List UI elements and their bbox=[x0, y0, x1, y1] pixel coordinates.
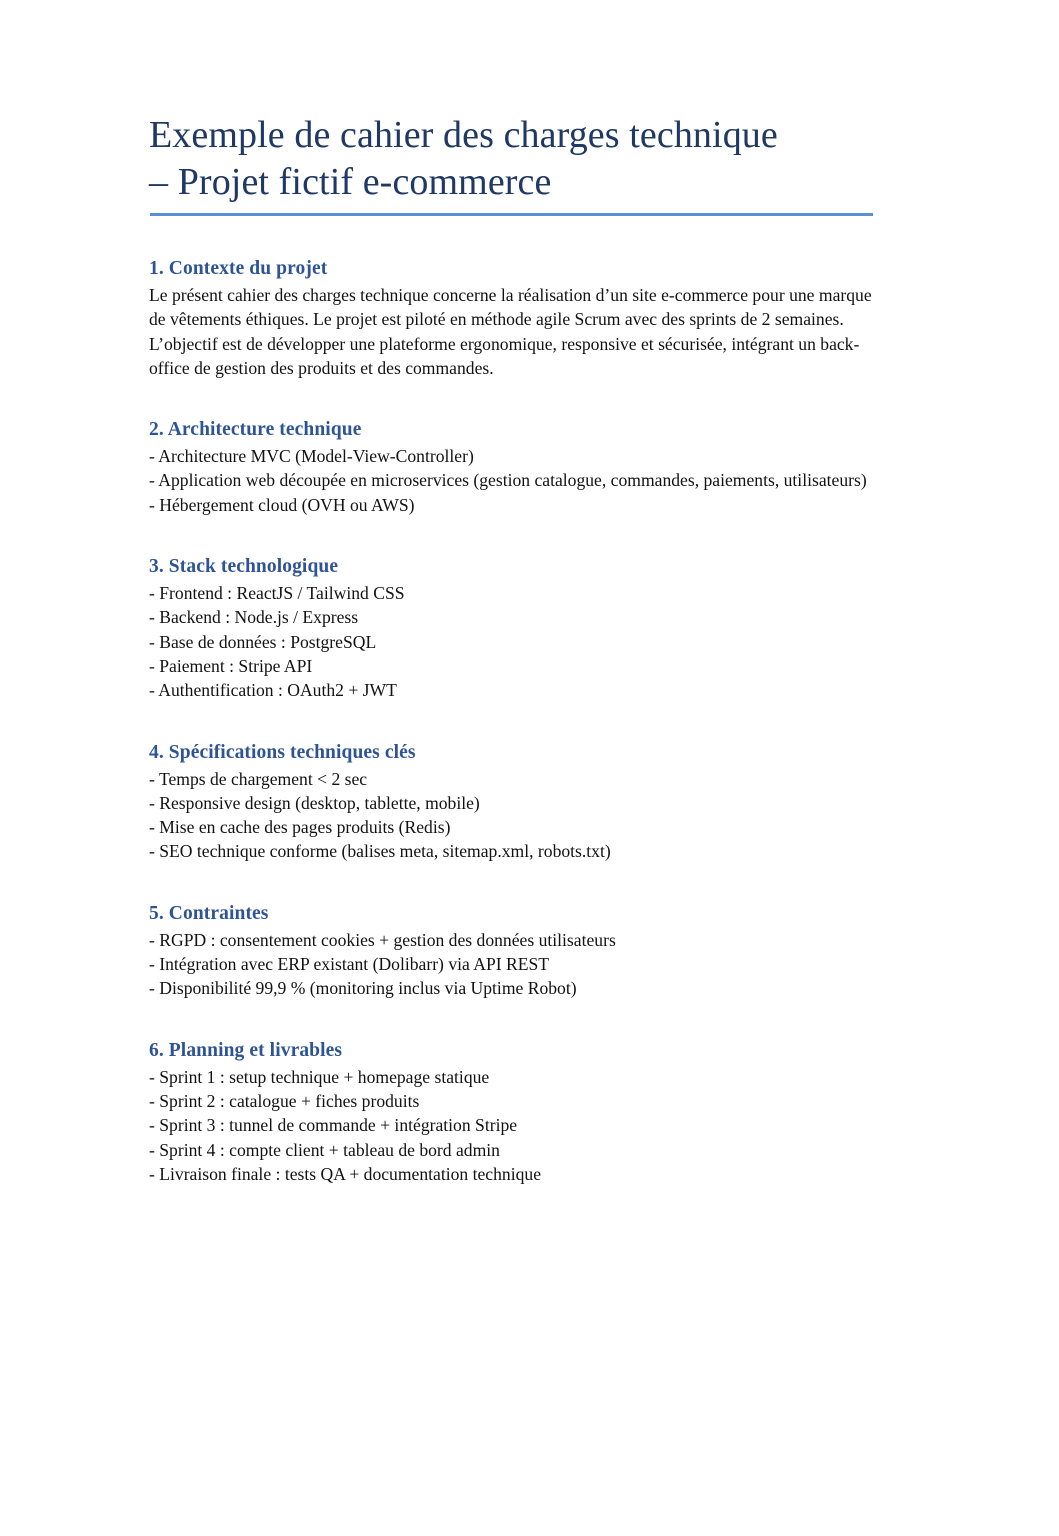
list-item: - Authentification : OAuth2 + JWT bbox=[149, 680, 397, 701]
document-content bbox=[149, 112, 873, 1186]
section-heading-1: 1. Contexte du projet bbox=[149, 258, 328, 279]
section-heading-6: 6. Planning et livrables bbox=[149, 1039, 343, 1061]
section-planning-et-livrables bbox=[149, 1038, 873, 1186]
section-list-2 bbox=[149, 444, 873, 517]
list-item: - Architecture MVC (Model-View-Controller) bbox=[149, 446, 474, 467]
list-item: - Paiement : Stripe API bbox=[149, 655, 313, 676]
list-item: - Responsive design (desktop, tablette, mobile) bbox=[149, 792, 480, 813]
list-item: - Base de données : PostgreSQL bbox=[149, 631, 377, 652]
page-title bbox=[149, 112, 873, 206]
section-list-4 bbox=[149, 767, 873, 864]
list-item: - Frontend : ReactJS / Tailwind CSS bbox=[149, 583, 405, 604]
page-title-line-2: – Projet fictif e-commerce bbox=[149, 161, 552, 203]
section-list-3 bbox=[149, 581, 873, 702]
section-contraintes bbox=[149, 901, 873, 1001]
list-item: - RGPD : consentement cookies + gestion des données utilisateurs bbox=[149, 929, 616, 950]
list-item: - Sprint 1 : setup technique + homepage statique bbox=[149, 1066, 490, 1087]
list-item: - Sprint 3 : tunnel de commande + intégration Stripe bbox=[149, 1115, 518, 1136]
list-item: - Mise en cache des pages produits (Redis) bbox=[149, 817, 451, 838]
list-item: - Hébergement cloud (OVH ou AWS) bbox=[149, 494, 415, 515]
list-item: - SEO technique conforme (balises meta, sitemap.xml, robots.txt) bbox=[149, 841, 611, 862]
section-heading-3: 3. Stack technologique bbox=[149, 556, 339, 578]
section-specifications-techniques-cles bbox=[149, 740, 873, 864]
section-heading-4: 4. Spécifications techniques clés bbox=[149, 741, 416, 763]
section-list-6 bbox=[149, 1065, 873, 1186]
section-contexte-du-projet bbox=[149, 256, 873, 380]
title-divider bbox=[150, 213, 873, 216]
list-item: - Application web découpée en microservices (gestion catalogue, commandes, paiements, utilisateurs) bbox=[149, 470, 867, 491]
list-item: - Intégration avec ERP existant (Dolibarr) via API REST bbox=[149, 954, 549, 975]
section-heading-5: 5. Contraintes bbox=[149, 902, 269, 924]
list-item: - Disponibilité 99,9 % (monitoring inclus via Uptime Robot) bbox=[149, 978, 577, 999]
list-item: - Sprint 2 : catalogue + fiches produits bbox=[149, 1090, 420, 1111]
page-title-line-1: Exemple de cahier des charges technique bbox=[149, 114, 778, 156]
section-architecture-technique bbox=[149, 417, 873, 517]
list-item: - Temps de chargement < 2 sec bbox=[149, 768, 368, 789]
list-item: - Backend : Node.js / Express bbox=[149, 607, 359, 628]
list-item: - Sprint 4 : compte client + tableau de bord admin bbox=[149, 1139, 500, 1160]
section-stack-technologique bbox=[149, 554, 873, 702]
section-list-5 bbox=[149, 928, 873, 1001]
section-heading-2: 2. Architecture technique bbox=[149, 419, 362, 441]
list-item: - Livraison finale : tests QA + documentation technique bbox=[149, 1163, 542, 1184]
section-paragraph-1: Le présent cahier des charges technique concerne la réalisation d’un site e-commerce pour une marque de vêtements éthiques. Le projet est piloté en méthode agile Scrum avec des sprints de 2 semaines. L’objectif est de développer une plateforme ergonomique, responsive et sécurisée, intégrant un back-office de gestion des produits et des commandes. bbox=[149, 285, 872, 378]
